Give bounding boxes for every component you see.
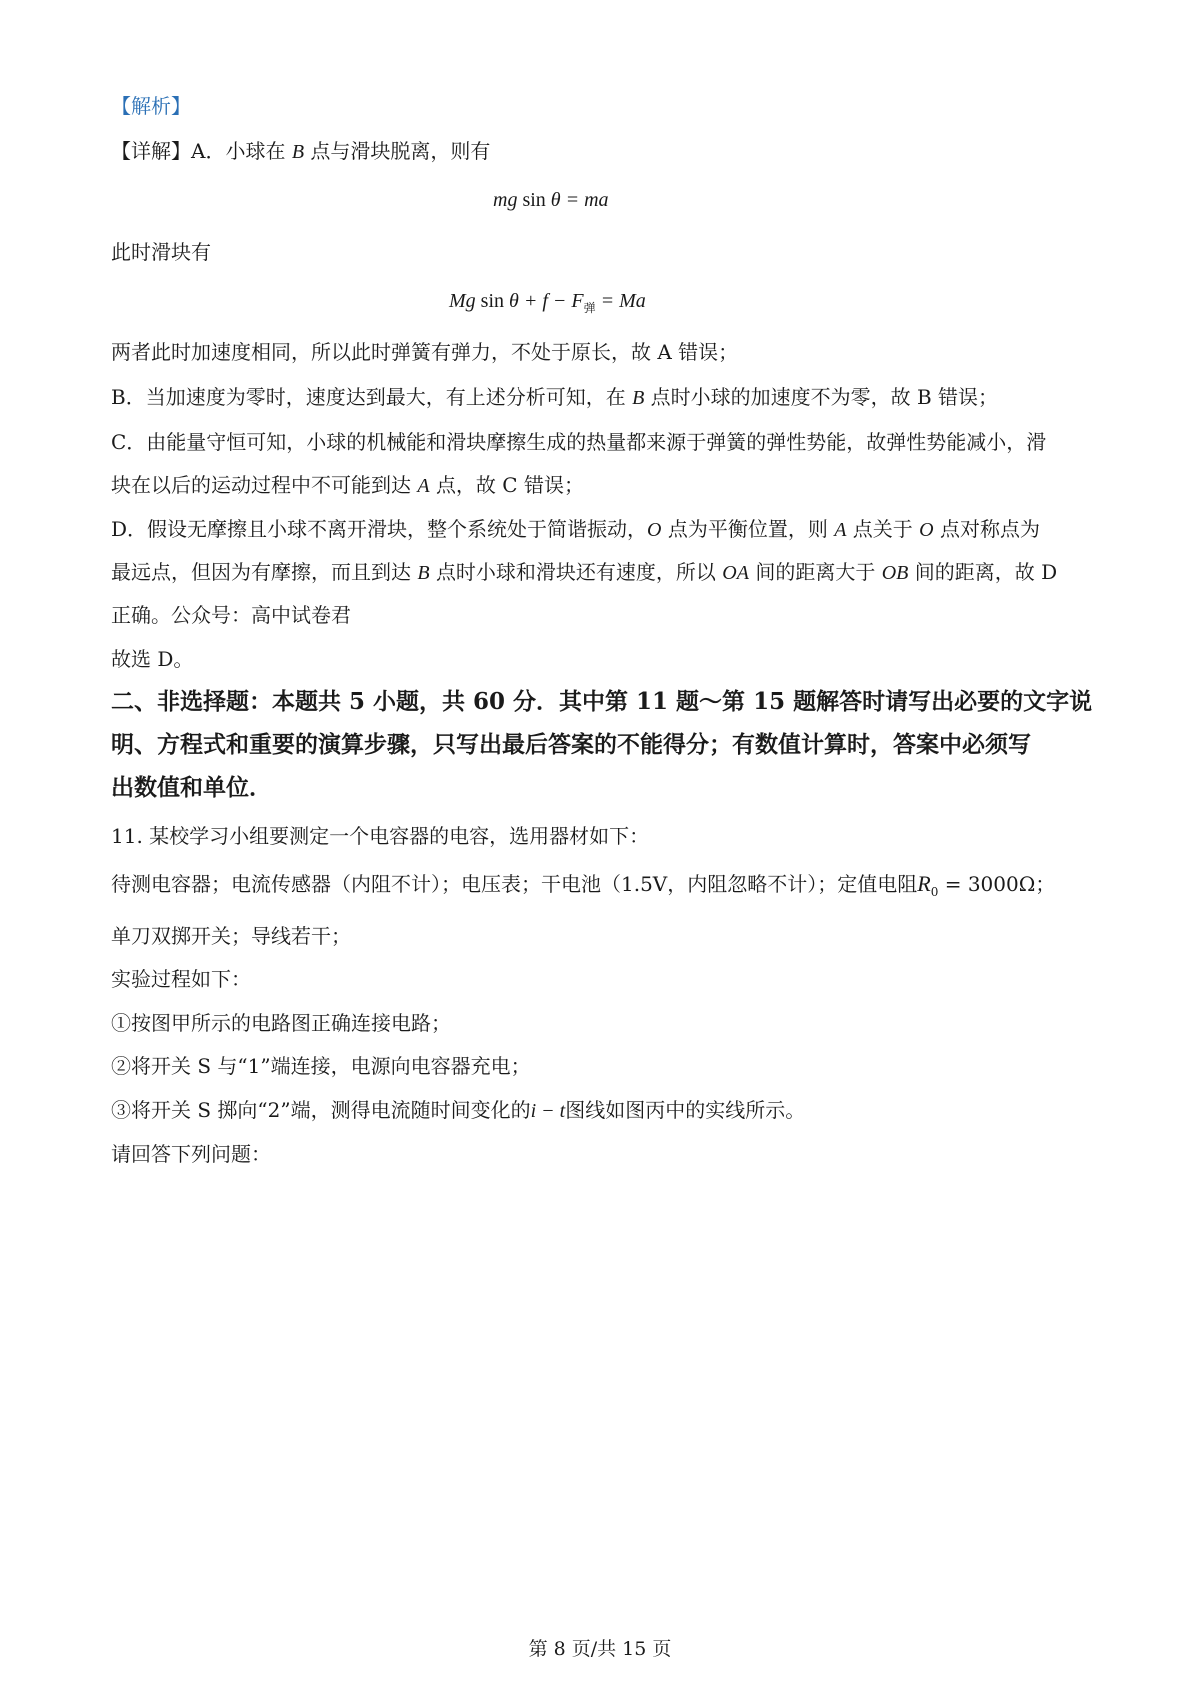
process-title: 实验过程如下： — [111, 967, 251, 991]
conclusion-a: 两者此时加速度相同，所以此时弹簧有弹力，不处于原长，故 A 错误； — [111, 340, 739, 364]
option-c-line-2: 块在以后的运动过程中不可能到达 A 点，故 C 错误； — [111, 473, 584, 497]
option-c-line-1: C．由能量守恒可知，小球的机械能和滑块摩擦生成的热量都来源于弹簧的弹性势能，故弹性势能减小，滑 — [111, 430, 1047, 454]
slider-line: 此时滑块有 — [111, 240, 211, 264]
option-b-analysis: B．当加速度为零时，速度达到最大，有上述分析可知，在 B 点时小球的加速度不为零，故 B 错误； — [111, 385, 999, 409]
equation-2: Mg $\sin \theta + f - F_弹 = Ma$ — [449, 290, 646, 315]
answer-choice: 故选 D。 — [111, 647, 194, 671]
question-11-title: 11. 某校学习小组要测定一个电容器的电容，选用器材如下： — [111, 824, 650, 848]
option-d-line-2: 最远点，但因为有摩擦，而且到达 B 点时小球和滑块还有速度，所以 OA 间的距离大于 OB 间的距离，故 D — [111, 560, 1058, 584]
step-2: ②将开关 S 与“1”端连接，电源向电容器充电； — [111, 1054, 531, 1078]
option-d-line-3: 正确。公众号：高中试卷君 — [111, 603, 351, 627]
analysis-header: 【解析】 — [111, 94, 191, 118]
step-1: ①按图甲所示的电路图正确连接电路； — [111, 1011, 451, 1035]
equipment-line-1: 待测电容器；电流传感器（内阻不计）；电压表；干电池（1.5V，内阻忽略不计）；定值电阻$R_0 = 3000\Omega$； — [111, 871, 1056, 899]
question-prompt: 请回答下列问题： — [111, 1142, 271, 1166]
option-d-line-1: D．假设无摩擦且小球不离开滑块，整个系统处于简谐振动，O 点为平衡位置，则 A 点关于 O 点对称点为 — [111, 517, 1040, 541]
step-3: ③将开关 S 掷向“2”端，测得电流随时间变化的i − t图线如图丙中的实线所示。 — [111, 1098, 806, 1122]
equipment-line-2: 单刀双掷开关；导线若干； — [111, 924, 351, 948]
section-2-line-3: 出数值和单位． — [111, 774, 272, 801]
section-2-line-1: 二、非选择题：本题共 5 小题，共 60 分．其中第 11 题～第 15 题解答时请写出必要的文字说 — [111, 688, 1093, 715]
detail-line: 【详解】A．小球在 B 点与滑块脱离，则有 — [111, 139, 491, 163]
equation-1: mg sin θ = ma — [493, 189, 609, 211]
page-number: 第 8 页/共 15 页 — [528, 1638, 672, 1660]
section-2-line-2: 明、方程式和重要的演算步骤，只写出最后答案的不能得分；有数值计算时，答案中必须写 — [111, 731, 1031, 758]
